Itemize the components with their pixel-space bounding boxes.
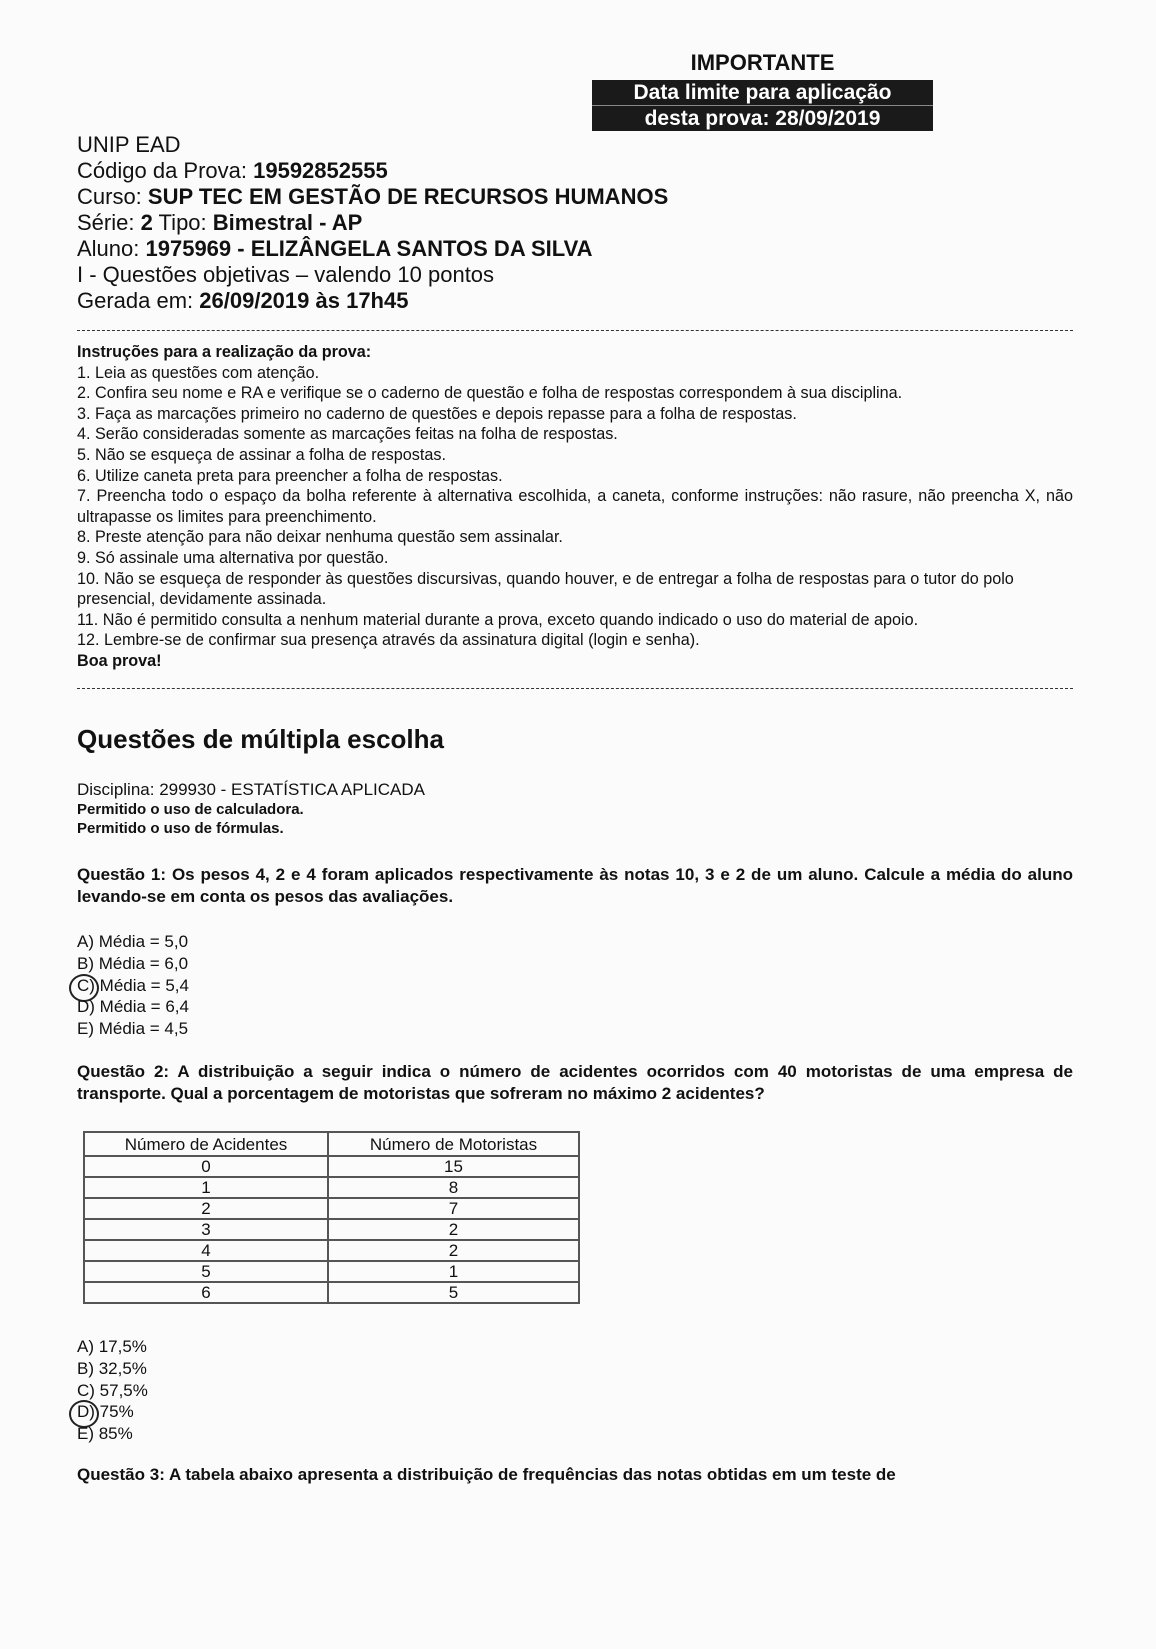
- calculator-note: Permitido o uso de calculadora.: [77, 801, 304, 818]
- question-2-options: [77, 1336, 148, 1445]
- course-label: Curso:: [77, 184, 148, 209]
- question-1-options: [77, 931, 189, 1040]
- question-2-text: Questão 2: A distribuição a seguir indica o número de acidentes ocorridos com 40 motoristas de uma empresa de transporte. Qual a porcentagem de motoristas que sofreram no máximo 2 acidentes?: [77, 1062, 1073, 1103]
- divider: [77, 688, 1073, 689]
- table-row: [84, 1240, 579, 1261]
- instruction-item: 8. Preste atenção para não deixar nenhuma questão sem assinalar.: [77, 528, 563, 547]
- student: 1975969 - ELIZÂNGELA SANTOS DA SILVA: [145, 236, 593, 261]
- cell: 1: [84, 1177, 328, 1198]
- table-row: [84, 1219, 579, 1240]
- exam-header: [77, 132, 668, 314]
- option-b[interactable]: B) 32,5%: [77, 1358, 147, 1378]
- option-a[interactable]: A) 17,5%: [77, 1337, 147, 1356]
- option-e[interactable]: E) Média = 4,5: [77, 1019, 189, 1039]
- cell: 2: [328, 1240, 579, 1261]
- instruction-item: 9. Só assinale uma alternativa por questão.: [77, 548, 389, 567]
- closing: Boa prova!: [77, 651, 162, 670]
- instructions: [77, 342, 1073, 672]
- table-row: [84, 1198, 579, 1219]
- generated-label: Gerada em:: [77, 288, 200, 313]
- option-e[interactable]: E) 85%: [77, 1424, 133, 1444]
- divider: [77, 330, 1073, 331]
- exam-type: Bimestral - AP: [212, 210, 363, 235]
- course: SUP TEC EM GESTÃO DE RECURSOS HUMANOS: [147, 184, 669, 209]
- section-title: Questões de múltipla escolha: [77, 724, 444, 754]
- cell: 15: [328, 1156, 579, 1177]
- series-label: Série:: [77, 210, 141, 235]
- table-header-row: [84, 1132, 579, 1156]
- type-label: Tipo:: [152, 210, 213, 235]
- instruction-item: 5. Não se esqueça de assinar a folha de respostas.: [77, 445, 446, 464]
- option-b[interactable]: B) Média = 6,0: [77, 953, 189, 973]
- generated-date: 26/09/2019 às 17h45: [199, 288, 409, 313]
- cell: 0: [84, 1156, 328, 1177]
- instruction-item: 1. Leia as questões com atenção.: [77, 363, 320, 382]
- accidents-table: [83, 1131, 580, 1304]
- instruction-item: 11. Não é permitido consulta a nenhum material durante a prova, exceto quando indicado o uso do material de apoio.: [77, 610, 919, 629]
- section-info: I - Questões objetivas – valendo 10 pontos: [77, 262, 495, 287]
- deadline-line-1: Data limite para aplicação: [592, 80, 933, 106]
- table-row: [84, 1177, 579, 1198]
- instruction-item: 6. Utilize caneta preta para preencher a folha de respostas.: [77, 466, 503, 485]
- cell: 2: [84, 1198, 328, 1219]
- table-row: [84, 1282, 579, 1303]
- institution: UNIP EAD: [77, 132, 181, 157]
- discipline-info: [77, 780, 425, 838]
- table-row: [84, 1156, 579, 1177]
- instruction-item: 12. Lembre-se de confirmar sua presença através da assinatura digital (login e senha).: [77, 631, 700, 650]
- cell: 7: [328, 1198, 579, 1219]
- cell: 6: [84, 1282, 328, 1303]
- column-header: Número de Motoristas: [328, 1132, 579, 1156]
- exam-code: 19592852555: [253, 158, 388, 183]
- deadline-line-2: desta prova: 28/09/2019: [644, 107, 881, 130]
- question-1-text: Questão 1: Os pesos 4, 2 e 4 foram aplicados respectivamente às notas 10, 3 e 2 de um aluno. Calcule a média do aluno levando-se em conta os pesos das avaliações.: [77, 865, 1073, 906]
- cell: 2: [328, 1219, 579, 1240]
- cell: 1: [328, 1261, 579, 1282]
- series: 2: [140, 210, 153, 235]
- option-d-selected[interactable]: D) 75%: [77, 1401, 148, 1423]
- code-label: Código da Prova:: [77, 158, 254, 183]
- option-c[interactable]: C) 57,5%: [77, 1380, 148, 1400]
- cell: 5: [84, 1261, 328, 1282]
- important-label: IMPORTANTE: [690, 50, 835, 75]
- discipline: Disciplina: 299930 - ESTATÍSTICA APLICADA: [77, 780, 426, 799]
- instructions-title: Instruções para a realização da prova:: [77, 343, 372, 361]
- option-d[interactable]: D) Média = 6,4: [77, 997, 189, 1017]
- cell: 5: [328, 1282, 579, 1303]
- instruction-item: 10. Não se esqueça de responder às questões discursivas, quando houver, e de entregar a folha de respostas para o tutor do polo presencial, devidamente assinada.: [77, 569, 1014, 609]
- option-a[interactable]: A) Média = 5,0: [77, 932, 189, 951]
- question-3-text: Questão 3: A tabela abaixo apresenta a distribuição de frequências das notas obtidas em um teste de: [77, 1465, 896, 1484]
- cell: 4: [84, 1240, 328, 1261]
- column-header: Número de Acidentes: [84, 1132, 328, 1156]
- cell: 3: [84, 1219, 328, 1240]
- instruction-item: 4. Serão consideradas somente as marcações feitas na folha de respostas.: [77, 425, 618, 444]
- instruction-item: 2. Confira seu nome e RA e verifique se o caderno de questão e folha de respostas correspondem à sua disciplina.: [77, 384, 903, 403]
- option-c-selected[interactable]: C) Média = 5,4: [77, 975, 189, 995]
- student-label: Aluno:: [77, 236, 146, 261]
- table-row: [84, 1261, 579, 1282]
- cell: 8: [328, 1177, 579, 1198]
- instruction-item: 3. Faça as marcações primeiro no caderno de questões e depois repasse para a folha de respostas.: [77, 404, 797, 423]
- deadline-box: [592, 80, 933, 131]
- formula-note: Permitido o uso de fórmulas.: [77, 820, 284, 837]
- instruction-item: 7. Preencha todo o espaço da bolha referente à alternativa escolhida, a caneta, conforme instruções: não rasure, não preencha X, não ultrapasse os limites para preenchimento.: [77, 487, 1073, 526]
